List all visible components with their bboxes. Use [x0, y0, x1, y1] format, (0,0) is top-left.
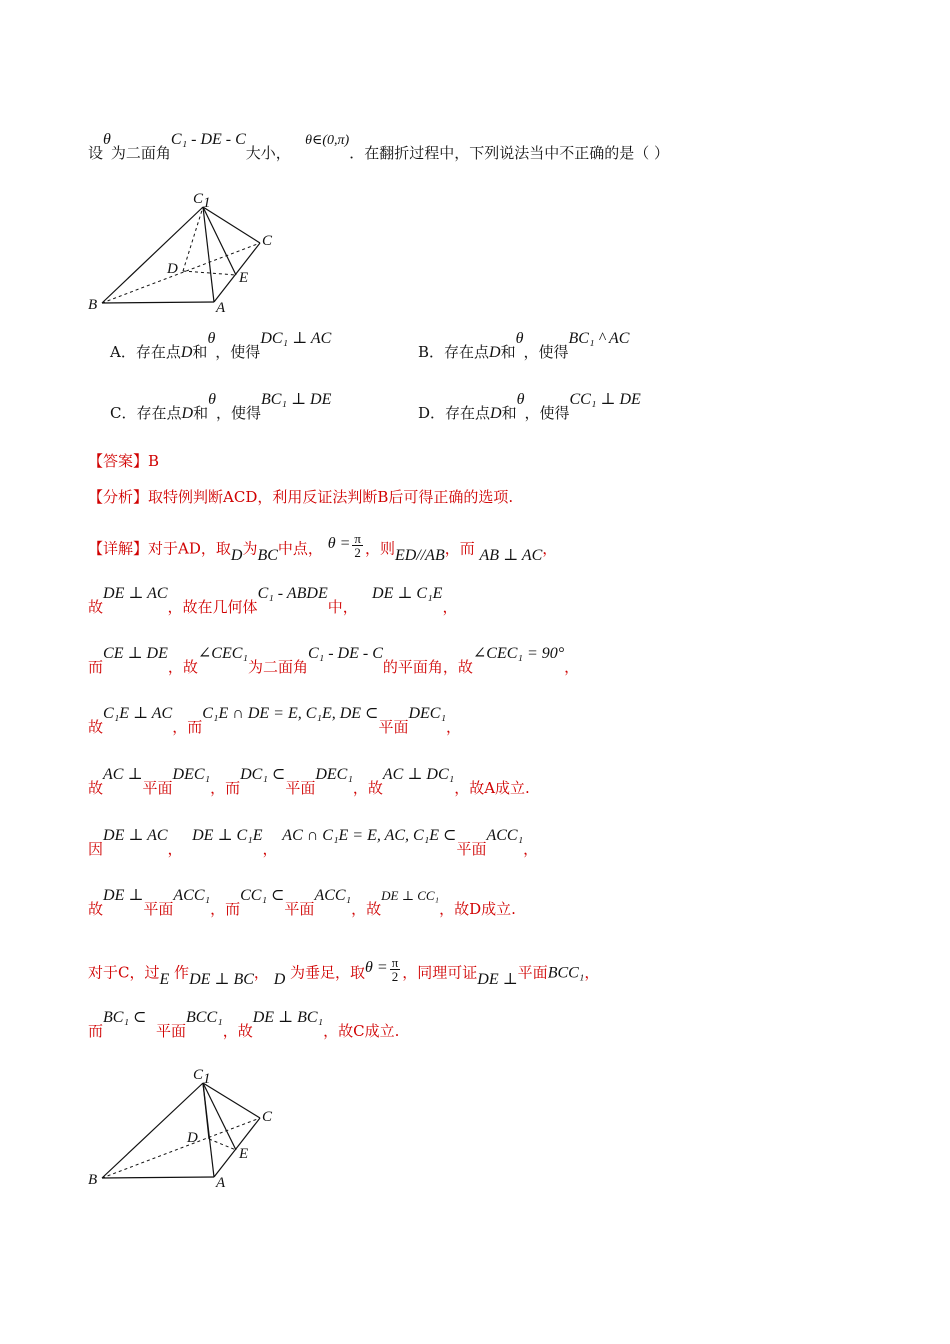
frac-den: 2 [354, 545, 361, 560]
label-c: C [262, 233, 273, 249]
d9b: BC₁ ⊂ [103, 1009, 147, 1026]
option-d-text: 存在点 [445, 404, 491, 422]
label-a: A [216, 300, 226, 316]
d8g: 为垂足，取 [290, 963, 366, 982]
d6b: DE ⊥ AC [103, 827, 168, 844]
d2f: DE ⊥ C₁E [372, 585, 443, 602]
option-a-so: ，使得 [215, 343, 261, 361]
figure-2-pyramid [85, 1062, 285, 1192]
label-e: E [239, 270, 249, 286]
frac2-num: π [391, 955, 399, 970]
option-b-so: ，使得 [523, 343, 569, 361]
detail-label: 【详解】 [88, 539, 149, 558]
d3f: C₁ - DE - C [307, 645, 383, 662]
d8h: θ = [365, 958, 388, 976]
option-b [418, 330, 630, 362]
d8l: BCC₁ [547, 964, 585, 982]
d1d: BC [257, 546, 278, 564]
d1i: ，而 [444, 539, 475, 558]
d3a: 而 [88, 658, 104, 676]
pi-over-2-fraction-2 [390, 956, 401, 983]
option-b-letter: B． [418, 343, 445, 361]
d7g: 平面 [284, 900, 315, 918]
d6d: DE ⊥ C₁E [192, 827, 263, 844]
d4f: DEC₁ [408, 705, 447, 722]
edge-de-hidden [183, 271, 236, 275]
d3c: ，故 [167, 658, 198, 676]
detail-line-2 [88, 585, 458, 618]
label2-c: C [262, 1109, 273, 1125]
d7f: CC₁ ⊂ [240, 887, 285, 904]
detail-line-8 [88, 955, 600, 988]
detail-line-7 [88, 887, 516, 920]
option-d-point: D [490, 405, 502, 422]
d9c: 平面 [155, 1022, 186, 1040]
option-c-theta: θ [208, 391, 216, 408]
d3b: CE ⊥ DE [103, 645, 168, 662]
option-b-and: 和 [500, 343, 516, 361]
d7c: 平面 [143, 900, 174, 918]
figure-1-pyramid [85, 188, 285, 318]
question-prefix: 设 [88, 144, 104, 162]
question-text-2: 大小， [245, 144, 291, 162]
d4g: ， [446, 718, 462, 736]
d8b: E [159, 970, 170, 988]
option-c-expr: BC₁ ⊥ DE [260, 391, 332, 408]
detail-line-4 [88, 705, 462, 738]
d5d: DEC₁ [172, 766, 211, 783]
option-d-expr: CC₁ ⊥ DE [569, 391, 641, 408]
option-c-so: ，使得 [215, 404, 261, 422]
d2b: DE ⊥ AC [103, 585, 168, 602]
question-text-1: 为二面角 [110, 144, 171, 162]
d1g: ，则 [364, 539, 395, 558]
d3i: ， [564, 658, 580, 676]
d3g: 的平面角，故 [382, 658, 473, 676]
d5k: ，故A成立. [454, 779, 530, 797]
d8d: DE ⊥ BC [189, 970, 254, 988]
detail-line-3 [88, 645, 580, 678]
option-d-theta: θ [516, 391, 525, 408]
d5h: DEC₁ [315, 766, 353, 783]
theta-symbol: θ [103, 131, 111, 148]
analysis-label: 【分析】 [88, 488, 149, 506]
option-d-so: ，使得 [524, 404, 570, 422]
d1b: D [230, 546, 243, 564]
question-text-3: ．在翻折过程中，下列说法当中不正确的是（ ） [349, 144, 669, 162]
option-c-point: D [181, 405, 194, 422]
label2-a: A [216, 1175, 226, 1191]
d6e: ， [262, 840, 278, 858]
label2-d: D [187, 1130, 198, 1146]
d6c: ， [167, 840, 183, 858]
d8i: ，同理可证 [402, 963, 478, 982]
label-b: B [88, 297, 98, 313]
label-c1: C1 [193, 191, 211, 211]
analysis-line [88, 487, 513, 507]
d7i: ，故 [351, 900, 382, 918]
option-a-text: 存在点 [135, 343, 181, 361]
option-d-letter: D． [418, 404, 446, 422]
answer-line [88, 451, 159, 471]
d8f: D [273, 970, 286, 988]
d2c: ，故在几何体 [167, 598, 258, 616]
d7j: DE ⊥ CC₁ [381, 888, 440, 903]
d9a: 而 [88, 1022, 104, 1040]
d5j: AC ⊥ DC₁ [382, 766, 455, 783]
edge2-ba [102, 1177, 214, 1178]
d7d: ACC₁ [173, 887, 211, 904]
d1k: ， [542, 539, 558, 558]
frac-num: π [354, 531, 361, 546]
edge-ba [102, 302, 214, 303]
option-b-expr: BC₁ ^ AC [568, 330, 630, 347]
theta-range: θ∈(0,π) [305, 133, 350, 148]
d8k: 平面 [517, 963, 548, 982]
option-a-and: 和 [192, 343, 208, 361]
option-c-and: 和 [193, 404, 209, 422]
d6h: ACC₁ [486, 827, 524, 844]
d1f: θ = [327, 534, 351, 552]
d7h: ACC₁ [314, 887, 352, 904]
d1h: ED//AB [394, 546, 445, 564]
answer-value: B [148, 452, 160, 470]
d5c: 平面 [142, 779, 173, 797]
d6f: AC ∩ C₁E = E, AC, C₁E ⊂ [282, 827, 457, 844]
detail-line-9 [88, 1009, 400, 1042]
d1e: 中点， [277, 539, 323, 558]
d9d: BCC₁ [186, 1009, 223, 1026]
edge2-c1d [203, 1083, 209, 1139]
d3e: 为二面角 [247, 658, 308, 676]
label2-c1: C1 [193, 1067, 211, 1087]
option-c-text: 存在点 [136, 404, 182, 422]
option-c [110, 391, 332, 423]
answer-label: 【答案】 [88, 452, 149, 470]
d5a: 故 [88, 779, 104, 797]
label2-b: B [88, 1172, 98, 1188]
d1j: AB ⊥ AC [479, 546, 543, 564]
option-a [110, 330, 332, 362]
pi-over-2-fraction [352, 532, 363, 559]
detail-line-6 [88, 827, 539, 860]
d5i: ，故 [352, 779, 383, 797]
d4c: ，而 [172, 718, 203, 736]
edge-bc1 [102, 207, 203, 303]
d3h: ∠CEC₁ = 90° [472, 645, 565, 662]
d8e: ， [253, 963, 269, 982]
d9e: ，故 [222, 1022, 253, 1040]
d4b: C₁E ⊥ AC [103, 705, 173, 722]
d2g: ， [442, 598, 458, 616]
label2-e: E [239, 1146, 249, 1162]
option-a-point: D [180, 344, 193, 361]
d6a: 因 [88, 840, 104, 858]
option-b-theta: θ [515, 330, 524, 347]
d4d: C₁E ∩ DE = E, C₁E, DE ⊂ [202, 705, 379, 722]
label-d: D [167, 261, 178, 277]
d7b: DE ⊥ [103, 887, 144, 904]
d5b: AC ⊥ [103, 766, 143, 783]
option-a-letter: A． [110, 343, 136, 361]
d8a: 对于C，过 [88, 963, 160, 982]
d8c: 作 [174, 963, 190, 982]
option-a-expr: DC₁ ⊥ AC [260, 330, 332, 347]
detail-line-5 [88, 766, 530, 799]
d7k: ，故D成立. [439, 900, 516, 918]
d4e: 平面 [378, 718, 409, 736]
option-a-theta: θ [207, 330, 216, 347]
d4a: 故 [88, 718, 104, 736]
d6g: 平面 [456, 840, 487, 858]
option-d [418, 391, 641, 423]
analysis-text: 取特例判断ACD，利用反证法判断B后可得正确的选项. [148, 488, 514, 506]
d8m: ， [584, 963, 600, 982]
d9f: DE ⊥ BC₁ [252, 1009, 324, 1026]
edge-c1a [203, 207, 214, 302]
d7a: 故 [88, 900, 104, 918]
d1a: 对于AD，取 [148, 539, 231, 558]
d5e: ，而 [210, 779, 241, 797]
option-c-letter: C． [110, 404, 137, 422]
frac2-den: 2 [391, 969, 399, 984]
d5f: DC₁ ⊂ [240, 766, 286, 783]
d5g: 平面 [285, 779, 316, 797]
d8j: DE ⊥ [477, 970, 518, 988]
d7e: ，而 [210, 900, 241, 918]
d6i: ， [523, 840, 539, 858]
d1c: 为 [242, 539, 258, 558]
d2e: 中， [327, 598, 358, 616]
d2d: C₁ - ABDE [257, 585, 328, 602]
dihedral-angle-expr: C₁ - DE - C [170, 131, 246, 148]
d2a: 故 [88, 598, 104, 616]
option-d-and: 和 [501, 404, 517, 422]
question-line [88, 131, 669, 165]
option-b-point: D [489, 344, 501, 361]
detail-line-1 [88, 531, 558, 564]
d3d: ∠CEC₁ [197, 645, 248, 662]
option-b-text: 存在点 [444, 343, 490, 361]
d9g: ，故C成立. [323, 1022, 400, 1040]
